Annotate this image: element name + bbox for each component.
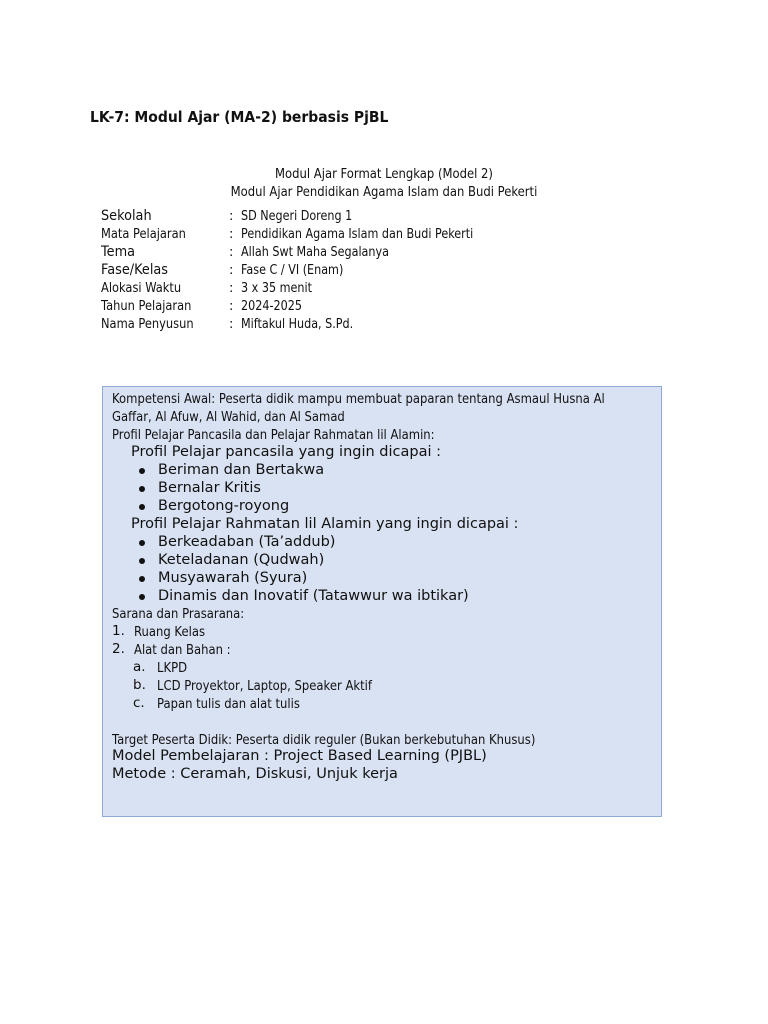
sarana-item: Ruang Kelas [134,624,206,640]
alat-item: Papan tulis dan alat tulis [157,696,300,712]
kompetensi-awal: Kompetensi Awal: Peserta didik mampu membuat paparan tentang Asmaul Husna Al [112,391,605,407]
identity-colon: : [229,316,234,332]
identity-value: Pendidikan Agama Islam dan Budi Pekerti [241,226,474,242]
bullet-icon [139,558,145,564]
identity-row-alokasi-waktu [101,279,511,297]
subheading-format: Modul Ajar Format Lengkap (Model 2) [275,166,493,182]
pancasila-item: Bergotong-royong [158,498,290,514]
identity-colon: : [229,298,234,314]
rahmatan-heading: Profil Pelajar Rahmatan lil Alamin yang ingin dicapai : [131,516,519,532]
kompetensi-awal-cont: Gaffar, Al Afuw, Al Wahid, dan Al Samad [112,409,345,425]
identity-colon: : [229,208,234,224]
rahmatan-item: Dinamis dan Inovatif (Tatawwur wa ibtikar) [158,588,469,604]
list-number: 1. [112,623,125,639]
bullet-icon [139,540,145,546]
identity-label: Sekolah [101,208,152,224]
identity-value: 2024-2025 [241,298,302,314]
sarana-heading: Sarana dan Prasarana: [112,606,245,622]
identity-table [101,207,511,333]
identity-label: Tahun Pelajaran [101,298,192,314]
identity-colon: : [229,262,234,278]
identity-row-tahun-pelajaran [101,297,511,315]
identity-label: Mata Pelajaran [101,226,186,242]
target-peserta-didik: Target Peserta Didik: Peserta didik reguler (Bukan berkebutuhan Khusus) [112,732,536,748]
bullet-icon [139,576,145,582]
identity-value: Allah Swt Maha Segalanya [241,244,389,260]
metode: Metode : Ceramah, Diskusi, Unjuk kerja [112,766,398,782]
identity-row-sekolah [101,207,511,225]
pancasila-heading: Profil Pelajar pancasila yang ingin dicapai : [131,444,441,460]
identity-label: Tema [101,244,136,260]
identity-value: Miftakul Huda, S.Pd. [241,316,354,332]
rahmatan-item: Musyawarah (Syura) [158,570,308,586]
identity-row-tema [101,243,511,261]
alat-item: LCD Proyektor, Laptop, Speaker Aktif [157,678,372,694]
rahmatan-item: Berkeadaban (Ta’addub) [158,534,336,550]
sarana-item: Alat dan Bahan : [134,642,231,658]
identity-label: Fase/Kelas [101,262,169,278]
identity-colon: : [229,226,234,242]
alat-item: LKPD [157,660,188,676]
subheading-subject: Modul Ajar Pendidikan Agama Islam dan Budi Pekerti [230,184,538,200]
model-pembelajaran: Model Pembelajaran : Project Based Learning (PJBL) [112,748,487,764]
list-letter: c. [133,695,145,711]
rahmatan-item: Keteladanan (Qudwah) [158,552,325,568]
bullet-icon [139,504,145,510]
identity-label: Nama Penyusun [101,316,194,332]
identity-colon: : [229,244,234,260]
identity-value: Fase C / VI (Enam) [241,262,344,278]
profil-heading: Profil Pelajar Pancasila dan Pelajar Rahmatan lil Alamin: [112,427,435,443]
bullet-icon [139,594,145,600]
pancasila-item: Bernalar Kritis [158,480,261,496]
pancasila-item: Beriman dan Bertakwa [158,462,325,478]
list-letter: a. [133,659,146,675]
list-number: 2. [112,641,125,657]
identity-value: SD Negeri Doreng 1 [241,208,353,224]
identity-row-mata-pelajaran [101,225,511,243]
identity-row-nama-penyusun [101,315,511,333]
content-box [102,386,662,817]
identity-value: 3 x 35 menit [241,280,312,296]
document-title: LK-7: Modul Ajar (MA-2) berbasis PjBL [90,108,389,126]
list-letter: b. [133,677,146,693]
bullet-icon [139,486,145,492]
bullet-icon [139,468,145,474]
identity-label: Alokasi Waktu [101,280,182,296]
identity-row-fase-kelas [101,261,511,279]
identity-colon: : [229,280,234,296]
